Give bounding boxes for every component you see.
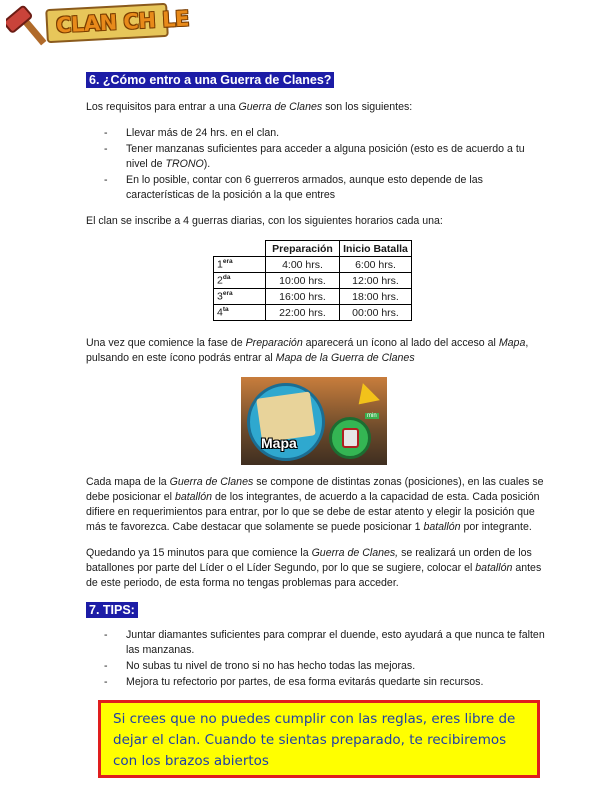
list-item: - Mejora tu refectorio por partes, de esa forma evitarás quedarte sin recursos. <box>102 675 546 690</box>
timing-paragraph: Quedando ya 15 minutos para que comience la Guerra de Clanes, se realizará un orden de los batallones por parte del Líder o el Líder Segundo, por lo que se sugiere, colocar el batallón antes de este periodo, de esta forma no tengas problemas para acceder. <box>86 547 542 589</box>
document-body <box>86 72 546 701</box>
prep-time: 4:00 hrs. <box>266 257 340 273</box>
list-item: - No subas tu nivel de trono si no has hecho todas las mejoras. <box>102 659 546 674</box>
section-6-heading: 6. ¿Cómo entro a una Guerra de Clanes? <box>86 72 334 88</box>
table-row <box>214 305 412 321</box>
rules-notice-box <box>98 700 540 778</box>
section-7-heading: 7. TIPS: <box>86 602 138 618</box>
table-row <box>214 257 412 273</box>
list-item: - Juntar diamantes suficientes para comprar el duende, esto ayudará a que nunca te falten las manzanas. <box>102 628 546 658</box>
header-inicio-batalla: Inicio Batalla <box>340 241 412 257</box>
min-label: min <box>367 413 377 419</box>
table-header-row <box>214 241 412 257</box>
clan-war-icon <box>329 417 371 459</box>
requirements-intro: Los requisitos para entrar a una Guerra de Clanes son los siguientes: <box>86 101 413 113</box>
icon-paragraph: Una vez que comience la fase de Preparación aparecerá un ícono al lado del acceso al Mapa, pulsando en este ícono podrás entrar al Mapa de la Guerra de Clanes <box>86 337 529 364</box>
schedule-table <box>213 240 412 321</box>
row-label: $1^{era}$ <box>214 257 266 273</box>
prep-time: 16:00 hrs. <box>266 289 340 305</box>
prep-time: 10:00 hrs. <box>266 273 340 289</box>
schedule-intro: El clan se inscribe a 4 guerras diarias, con los siguientes horarios cada una: <box>86 215 443 227</box>
row-label: $2^{da}$ <box>214 273 266 289</box>
prep-time: 22:00 hrs. <box>266 305 340 321</box>
requirements-list <box>102 126 546 203</box>
list-item: - En lo posible, contar con 6 guerreros armados, aunque esto depende de las características de la posición a la que entres <box>102 173 546 203</box>
notice-text: Si crees que no puedes cumplir con las reglas, eres libre de dejar el clan. Cuando te sientas preparado, te recibiremos con los brazos abiertos <box>113 711 516 769</box>
battle-time: 12:00 hrs. <box>340 273 412 289</box>
row-label: $4^{ta}$ <box>214 305 266 321</box>
list-item: - Tener manzanas suficientes para acceder a alguna posición (esto es de acuerdo a tu nivel de TRONO). <box>102 142 546 172</box>
battle-time: 18:00 hrs. <box>340 289 412 305</box>
arrow-down-icon <box>350 383 380 413</box>
list-item: - Llevar más de 24 hrs. en el clan. <box>102 126 546 141</box>
map-paragraph: Cada mapa de la Guerra de Clanes se compone de distintas zonas (posiciones), en las cuales se debe posicionar el batallón de los integrantes, de acuerdo a la capacidad de esta. Cada posición difiere en requerimientos para entrar, por lo que se debe de estar atento y elegir la posición que más te favorezca. Cabe destacar que solamente se puede posicionar 1 batallón por integrante. <box>86 476 544 533</box>
battle-time: 6:00 hrs. <box>340 257 412 273</box>
table-corner <box>214 241 266 257</box>
row-label: $3^{era}$ <box>214 289 266 305</box>
table-row <box>214 289 412 305</box>
tips-list <box>102 628 546 690</box>
map-screenshot-image <box>241 377 387 465</box>
map-label: Mapa <box>261 435 297 451</box>
battle-time: 00:00 hrs. <box>340 305 412 321</box>
table-row <box>214 273 412 289</box>
clan-chile-logo <box>2 0 190 56</box>
logo-text: CLAN CH LE <box>55 6 190 38</box>
header-preparacion: Preparación <box>266 241 340 257</box>
